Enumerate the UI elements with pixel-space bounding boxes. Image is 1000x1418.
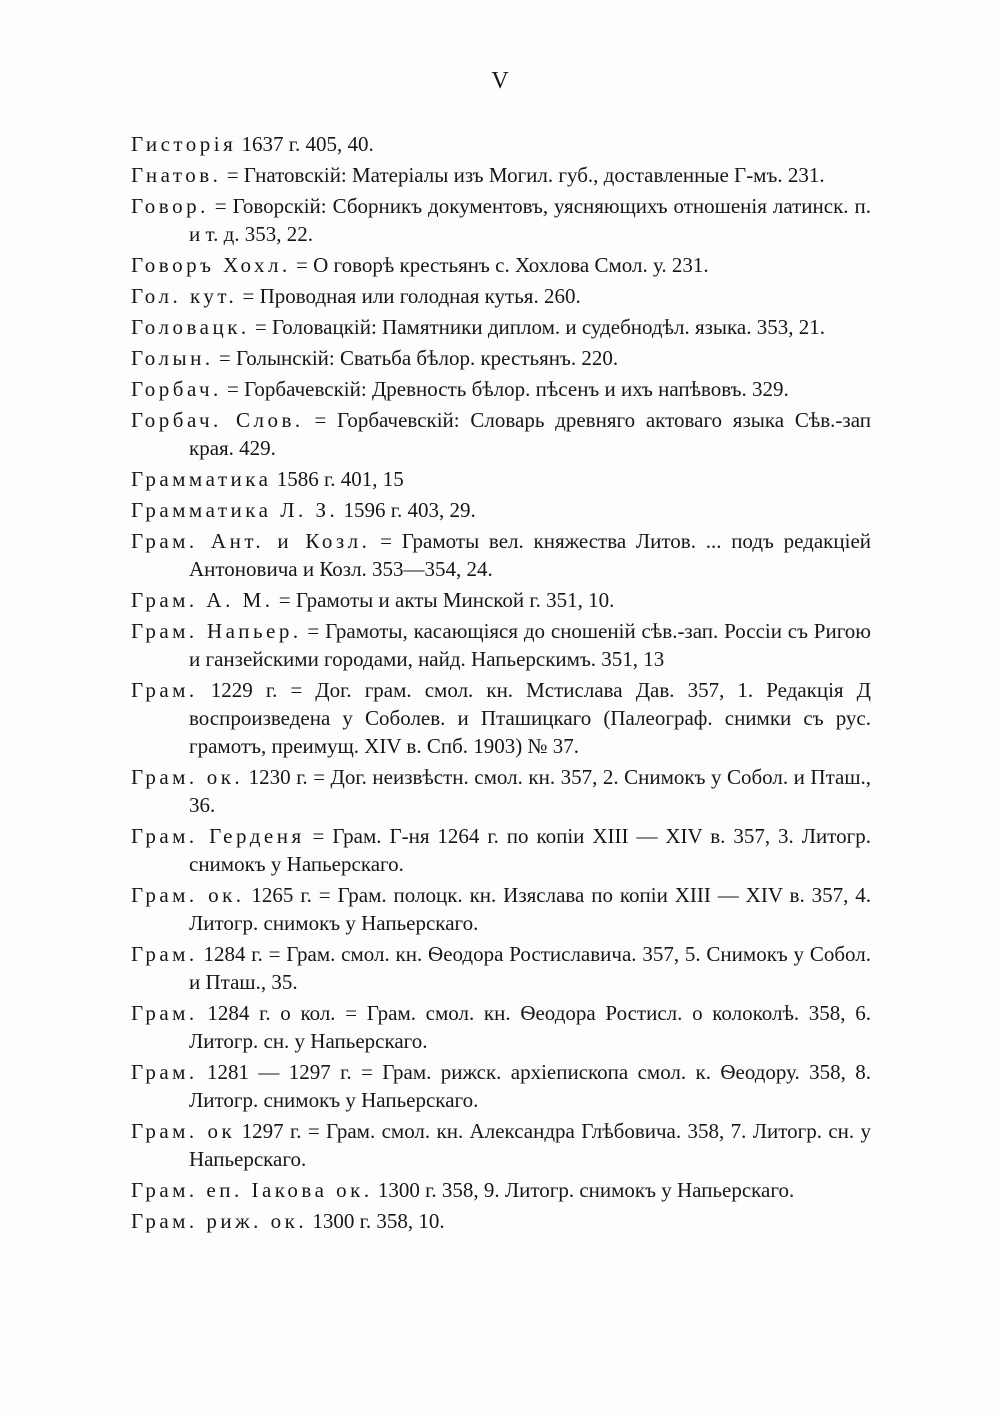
entry-abbreviation: Говор. bbox=[131, 194, 209, 218]
entry-abbreviation: Гнатов. bbox=[131, 163, 222, 187]
entry-abbreviation: Грам. bbox=[131, 1001, 198, 1025]
entry-description: = Голынскій: Сватьба бѣлор. крестьянъ. 220. bbox=[213, 346, 619, 370]
list-item bbox=[131, 617, 871, 673]
entry-description: = О говорѣ крестьянъ с. Хохлова Смол. у. 231. bbox=[290, 253, 709, 277]
entry-description: = Говорскій: Сборникъ документовъ, уясняющихъ отношенія латинск. п. и т. д. 353, 22. bbox=[189, 194, 871, 246]
list-item bbox=[131, 586, 871, 614]
list-item bbox=[131, 282, 871, 310]
entry-abbreviation: Говоръ Хохл. bbox=[131, 253, 291, 277]
entry-description: = Головацкій: Памятники диплом. и судебнодѣл. языка. 353, 21. bbox=[249, 315, 825, 339]
list-item bbox=[131, 676, 871, 760]
list-item bbox=[131, 1207, 871, 1235]
entry-abbreviation: Грам. bbox=[131, 678, 198, 702]
entry-abbreviation: Грам. А. М. bbox=[131, 588, 274, 612]
entry-description: = Горбачевскій: Словарь древняго актоваго языка Сѣв.-зап края. 429. bbox=[189, 408, 871, 460]
entry-abbreviation: Горбач. Слов. bbox=[131, 408, 304, 432]
entry-abbreviation: Грам. ок. bbox=[131, 765, 244, 789]
list-item bbox=[131, 496, 871, 524]
list-item bbox=[131, 1058, 871, 1114]
list-item bbox=[131, 130, 871, 158]
entry-abbreviation: Грам. еп. Іакова ок. bbox=[131, 1178, 373, 1202]
entry-abbreviation: Грамматика bbox=[131, 467, 272, 491]
entry-description: 1586 г. 401, 15 bbox=[271, 467, 404, 491]
entry-abbreviation: Горбач. bbox=[131, 377, 222, 401]
entry-abbreviation: Грам. Напьер. bbox=[131, 619, 302, 643]
entry-abbreviation: Грам. ок bbox=[131, 1119, 236, 1143]
entry-description: = Грам. Г-ня 1264 г. по копіи XIII — XIV в. 357, 3. Литогр. снимокъ у Напьерскаго. bbox=[189, 824, 871, 876]
entry-description: = Грамоты вел. княжества Литов. ... подъ редакціей Антоновича и Козл. 353—354, 24. bbox=[189, 529, 871, 581]
entry-abbreviation: Головацк. bbox=[131, 315, 250, 339]
entry-description: 1300 г. 358, 9. Литогр. снимокъ у Напьерскаго. bbox=[372, 1178, 795, 1202]
entry-description: = Гнатовскій: Матеріалы изъ Могил. губ., доставленные Г-мъ. 231. bbox=[221, 163, 825, 187]
entry-abbreviation: Грамматика Л. З. bbox=[131, 498, 339, 522]
entry-description: 1297 г. = Грам. смол. кн. Александра Глѣбовича. 358, 7. Литогр. сн. у Напьерскаго. bbox=[189, 1119, 871, 1171]
list-item bbox=[131, 527, 871, 583]
entry-description: = Грамоты, касающіяся до сношеній сѣв.-зап. Россіи съ Ригою и ганзейскими городами, найд. Напьерскимъ. 351, 13 bbox=[189, 619, 871, 671]
entry-abbreviation: Грам. Ант. и Козл. bbox=[131, 529, 371, 553]
entry-abbreviation: Грам. bbox=[131, 942, 198, 966]
entry-description: 1596 г. 403, 29. bbox=[338, 498, 476, 522]
entry-description: = Грамоты и акты Минской г. 351, 10. bbox=[273, 588, 615, 612]
entry-abbreviation: Грам. ок. bbox=[131, 883, 245, 907]
entry-description: 1230 г. = Дог. неизвѣстн. смол. кн. 357, 2. Снимокъ у Собол. и Пташ., 36. bbox=[189, 765, 871, 817]
list-item bbox=[131, 1176, 871, 1204]
entry-description: 1284 г. = Грам. смол. кн. Ѳеодора Ростиславича. 357, 5. Снимокъ у Собол. и Пташ., 35. bbox=[189, 942, 871, 994]
entry-description: 1265 г. = Грам. полоцк. кн. Изяслава по копіи XIII — XIV в. 357, 4. Литогр. снимокъ у Напьерскаго. bbox=[189, 883, 871, 935]
entry-abbreviation: Голын. bbox=[131, 346, 214, 370]
entry-description: = Проводная или голодная кутья. 260. bbox=[237, 284, 581, 308]
list-item bbox=[131, 251, 871, 279]
entry-description: 1284 г. о кол. = Грам. смол. кн. Ѳеодора Ростисл. о колоколѣ. 358, 6. Литогр. сн. у Напьерскаго. bbox=[189, 1001, 871, 1053]
entry-abbreviation: Гол. кут. bbox=[131, 284, 238, 308]
entry-description: 1281 — 1297 г. = Грам. рижск. архіепископа смол. к. Ѳеодору. 358, 8. Литогр. снимокъ у Напьерскаго. bbox=[189, 1060, 871, 1112]
list-item bbox=[131, 161, 871, 189]
list-item bbox=[131, 881, 871, 937]
entry-description: 1229 г. = Дог. грам. смол. кн. Мстислава Дав. 357, 1. Редакція Д воспроизведена у Соболев. и Пташицкаго (Палеограф. снимки съ рус. грамотъ, преимущ. XIV в. Спб. 1903) № 37. bbox=[189, 678, 871, 758]
page-number: V bbox=[491, 68, 509, 94]
entry-abbreviation: Грам. Герденя bbox=[131, 824, 305, 848]
entry-description: 1637 г. 405, 40. bbox=[236, 132, 374, 156]
list-item bbox=[131, 1117, 871, 1173]
list-item bbox=[131, 313, 871, 341]
list-item bbox=[131, 344, 871, 372]
entry-description: = Горбачевскій: Древность бѣлор. пѣсенъ и ихъ напѣвовъ. 329. bbox=[221, 377, 789, 401]
abbreviation-list bbox=[131, 130, 871, 1238]
list-item bbox=[131, 999, 871, 1055]
entry-abbreviation: Грам. риж. ок. bbox=[131, 1209, 308, 1233]
list-item bbox=[131, 192, 871, 248]
list-item bbox=[131, 940, 871, 996]
entry-abbreviation: Грам. bbox=[131, 1060, 198, 1084]
list-item bbox=[131, 406, 871, 462]
list-item bbox=[131, 822, 871, 878]
list-item bbox=[131, 375, 871, 403]
list-item bbox=[131, 763, 871, 819]
list-item bbox=[131, 465, 871, 493]
entry-abbreviation: Гисторія bbox=[131, 132, 237, 156]
entry-description: 1300 г. 358, 10. bbox=[307, 1209, 445, 1233]
